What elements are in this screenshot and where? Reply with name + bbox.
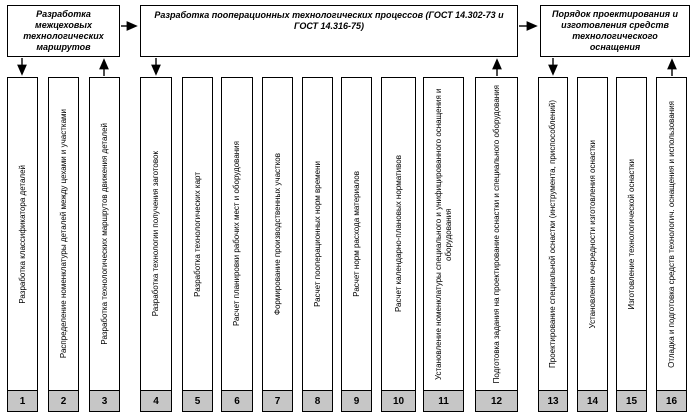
step-number-9: 9	[341, 390, 372, 412]
step-label-16: Отладка и подготовка средств технологич. оснащения и использования	[666, 100, 676, 368]
step-number-3: 3	[89, 390, 120, 412]
step-label-3: Разработка технологических маршрутов движения деталей	[99, 123, 109, 345]
top-box-operational-processes-label: Разработка пооперационных технологических процессов (ГОСТ 14.302-73 и ГОСТ 14.316-75)	[154, 10, 504, 31]
step-number-14: 14	[577, 390, 608, 412]
step-number-5: 5	[182, 390, 213, 412]
step-label-12: Подготовка задания на проектирование оснастки и специального оборудования	[491, 84, 501, 384]
step-number-15: 15	[616, 390, 647, 412]
step-column-15	[616, 77, 647, 412]
step-number-2: 2	[48, 390, 79, 412]
step-number-12: 12	[475, 390, 518, 412]
step-number-16: 16	[656, 390, 687, 412]
step-column-4	[140, 77, 172, 412]
step-column-9	[341, 77, 372, 412]
step-number-6: 6	[221, 390, 253, 412]
step-label-8: Расчет пооперационных норм времени	[312, 161, 322, 307]
top-box-tooling-order-label: Порядок проектирования и изготовления средств технологического оснащения	[552, 9, 678, 52]
step-number-13: 13	[538, 390, 568, 412]
step-label-10: Расчет календарно-плановых нормативов	[393, 155, 403, 313]
step-column-8	[302, 77, 333, 412]
step-label-9: Расчет норм расхода материалов	[351, 171, 361, 297]
step-number-7: 7	[262, 390, 293, 412]
step-column-12	[475, 77, 518, 412]
top-box-tooling-order	[540, 5, 690, 57]
step-label-4: Разработка технологии получения заготовок	[151, 151, 160, 317]
step-label-6: Расчет планировки рабочих мест и оборудования	[232, 141, 241, 327]
step-column-1	[7, 77, 38, 412]
step-column-14	[577, 77, 608, 412]
step-label-13: Проектирование специальной оснастки (инструмента, приспособлений)	[548, 100, 557, 368]
step-column-7	[262, 77, 293, 412]
step-column-16	[656, 77, 687, 412]
step-label-14: Установление очередности изготовления оснастки	[587, 139, 597, 329]
step-label-11: Установление номенклатуры специального и унифицированного оснащения и оборудования	[433, 88, 453, 380]
step-label-5: Разработка технологических карт	[192, 171, 202, 297]
step-number-4: 4	[140, 390, 172, 412]
step-label-15: Изготовление технологической оснастки	[626, 158, 636, 310]
step-column-6	[221, 77, 253, 412]
step-number-8: 8	[302, 390, 333, 412]
step-label-2: Распределение номенклатуры деталей между цехами и участками	[58, 109, 68, 359]
top-box-intershop-routes-label: Разработка межцеховых технологических маршрутов	[23, 9, 104, 52]
step-label-1: Разработка классификатора деталей	[17, 164, 27, 304]
step-column-11	[423, 77, 464, 412]
top-box-intershop-routes	[7, 5, 120, 57]
step-column-5	[182, 77, 213, 412]
step-number-11: 11	[423, 390, 464, 412]
step-number-1: 1	[7, 390, 38, 412]
step-label-7: Формирование производственных участков	[272, 152, 282, 316]
top-box-operational-processes	[140, 5, 518, 57]
step-number-10: 10	[381, 390, 416, 412]
step-column-2	[48, 77, 79, 412]
step-column-10	[381, 77, 416, 412]
step-column-3	[89, 77, 120, 412]
step-column-13	[538, 77, 568, 412]
